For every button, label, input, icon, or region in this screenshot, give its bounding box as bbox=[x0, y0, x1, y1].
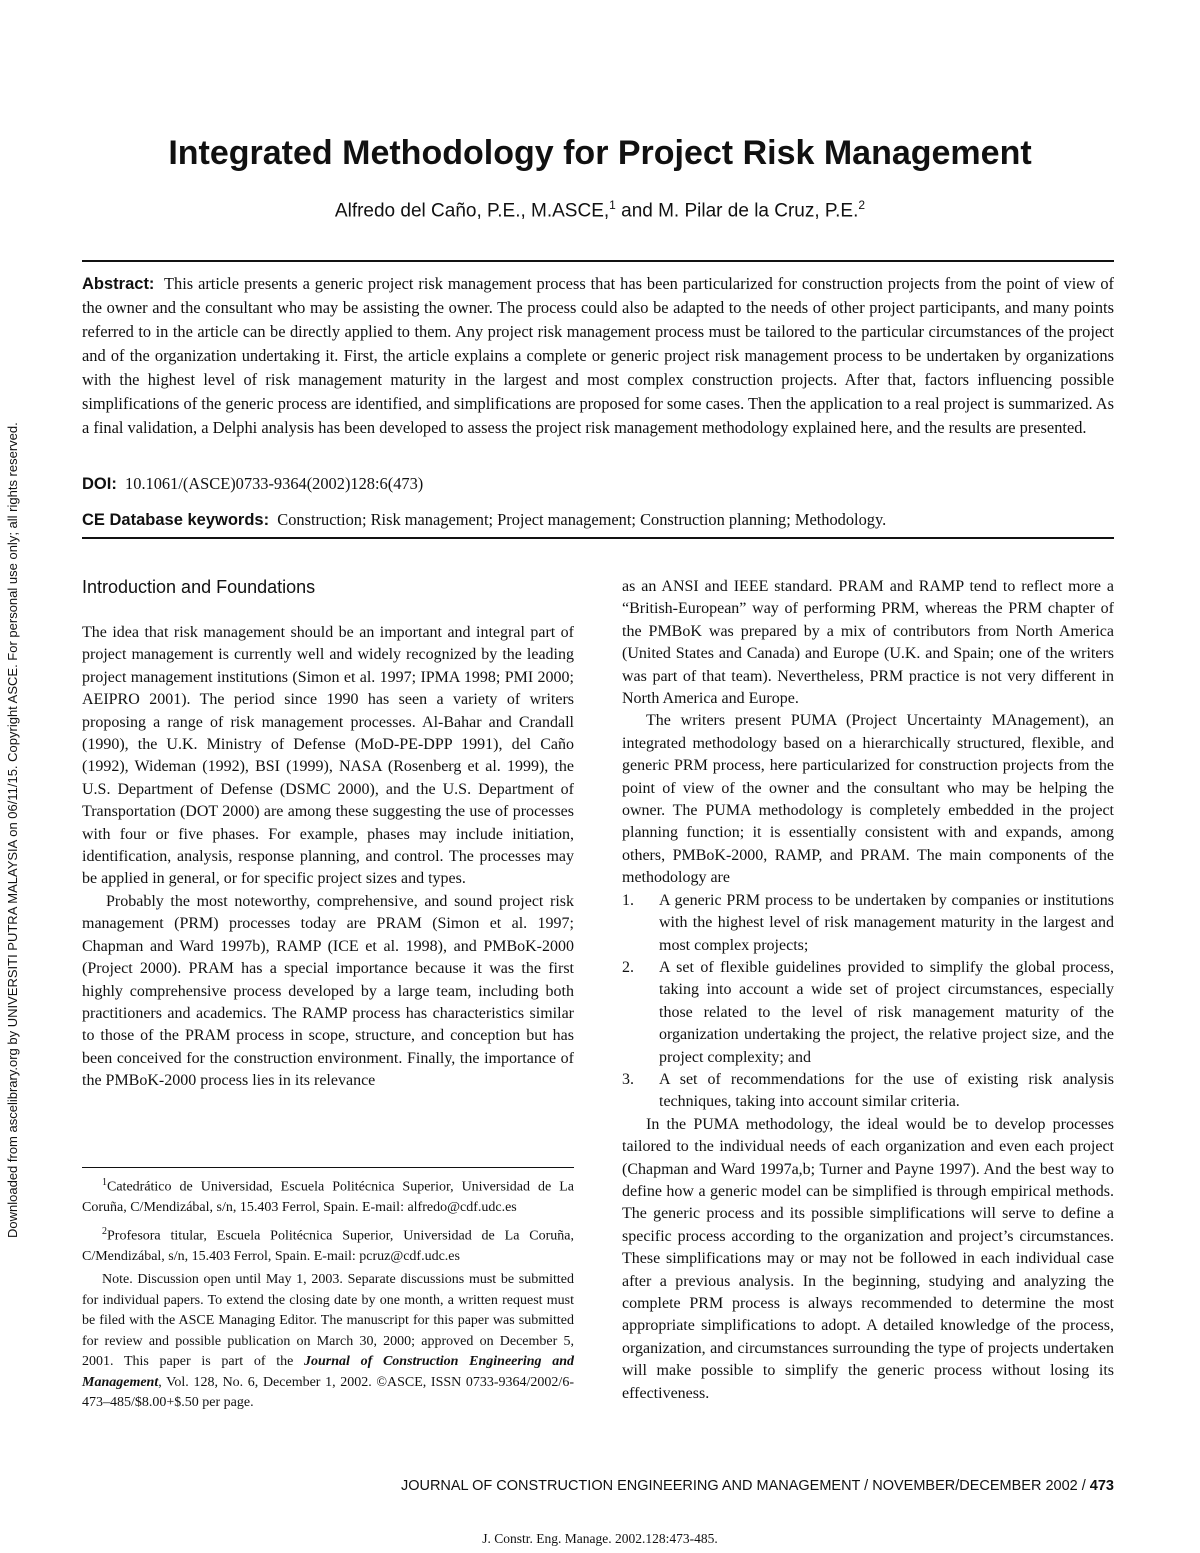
article-title: Integrated Methodology for Project Risk Management bbox=[168, 134, 1032, 172]
section-title-introduction: Introduction and Foundations bbox=[82, 577, 316, 597]
methodology-components-list bbox=[622, 890, 1114, 1114]
abstract-text: This article presents a generic project risk management process that has been particularized for construction projects from the point of view of the owner and the consultant who may be assisting the owner. The process could also be adapted to the needs of other project participants, and many points referred to in the article can be directly applied to them. Any project risk management process must be tailored to the particular circumstances of the project and of the organization undertaking it. First, the article explains a complete or generic project risk management process to be undertaken by organizations with the highest level of risk management maturity in the largest and most complex construction projects. After that, factors influencing possible simplifications of the generic process are identified, and simplifications are proposed for some cases. Then the application to a real project is summarized. As a final validation, a Delphi analysis has been developed to assess the project risk management methodology explained here, and the results are presented. bbox=[82, 274, 1114, 437]
discussion-note bbox=[82, 1270, 574, 1414]
list-item bbox=[622, 1069, 1114, 1114]
list-item-number: 1. bbox=[622, 891, 634, 909]
right-paragraph-2: The writers present PUMA (Project Uncertainty MAnagement), an integrated methodology based on a hierarchically structured, flexible, and generic PRM process, here particularized for construction projects from the point of view of the owner and the consultant who may be helping the owner. The PUMA methodology is completely embedded in the project planning function; it is essentially consistent with and expands, among others, PMBoK-2000, RAMP, and PRAM. The main components of the methodology are bbox=[622, 712, 1114, 887]
list-item-number: 3. bbox=[622, 1070, 634, 1088]
list-item bbox=[622, 890, 1114, 957]
citation-line: J. Constr. Eng. Manage. 2002.128:473-485. bbox=[482, 1531, 718, 1546]
journal-footer bbox=[82, 1478, 1114, 1494]
list-item-number: 2. bbox=[622, 958, 634, 976]
keywords-line bbox=[82, 510, 1114, 530]
abstract-bottom-rule bbox=[82, 537, 1114, 539]
abstract-top-rule bbox=[82, 260, 1114, 262]
list-item-text: A generic PRM process to be undertaken by companies or institutions with the highest level of risk management maturity in the largest and most complex projects; bbox=[659, 891, 1114, 954]
doi-line bbox=[82, 474, 1114, 494]
footnote-2 bbox=[82, 1222, 574, 1268]
left-column bbox=[82, 574, 574, 1093]
right-column bbox=[622, 576, 1114, 1405]
footnote-2-mark: 2 bbox=[102, 1225, 107, 1237]
footnote-1 bbox=[82, 1173, 574, 1219]
right-paragraph-3: In the PUMA methodology, the ideal would be to develop processes tailored to the individual needs of each organization and even each project (Chapman and Ward 1997a,b; Turner and Payne 1997). And the best way to define how a generic model can be simplified is through empirical methods. The generic process and its possible simplifications will serve to define a specific process according to the organization and project’s circumstances. These simplifications may or may not be followed in each individual case after a previous analysis. In the beginning, studying and analyzing the complete PRM process is always recommended to determine the most appropriate simplifications to adopt. A detailed knowledge of the process, organization, and circumstances surrounding the type of projects undertaken will make possible to simplify the generic process without losing its effectiveness. bbox=[622, 1115, 1114, 1402]
author-2-footnote-mark: 2 bbox=[858, 198, 866, 212]
intro-paragraph-1: The idea that risk management should be an important and integral part of project management is currently well and widely recognized by the leading project management institutions (Simon et al. 1997; IPMA 1998; PMI 2000; AEIPRO 2001). The period since 1990 has seen a variety of writers proposing a range of risk management processes. Al-Bahar and Crandall (1990), the U.K. Ministry of Defense (MoD-PE-DPP 1991), del Caño (1992), Wideman (1992), BSI (1999), NASA (Rosenberg et al. 1999), the U.S. Department of Defense (DSMC 2000), and the U.S. Department of Transportation (DOT 2000) are among these suggesting the use of processes with four or five phases. For example, phases may include initiation, identification, analysis, response planning, and control. The processes may be applied in general, or for specific project sizes and types. bbox=[82, 624, 574, 888]
list-item-text: A set of flexible guidelines provided to simplify the global process, taking into account a wide set of project circumstances, especially those related to the level of risk management maturity of the organization undertaking the project, the relative project size, and the project complexity; and bbox=[659, 958, 1114, 1066]
keywords-value: Construction; Risk management; Project management; Construction planning; Methodology. bbox=[277, 510, 887, 529]
list-item-text: A set of recommendations for the use of existing risk analysis techniques, taking into account similar criteria. bbox=[659, 1070, 1114, 1111]
discussion-note-text-a: Note. Discussion open until May 1, 2003. Separate discussions must be submitted for individual papers. To extend the closing date by one month, a written request must be filed with the ASCE Managing Editor. The manuscript for this paper was submitted for review and possible publication on March 30, 2000; approved on December 5, 2001. This paper is part of the bbox=[82, 1272, 574, 1370]
doi-value[interactable]: 10.1061/(ASCE)0733-9364(2002)128:6(473) bbox=[125, 474, 424, 493]
discussion-note-text-b: , Vol. 128, No. 6, December 1, 2002. ©ASCE, ISSN 0733-9364/2002/6-473–485/$8.00+$.50 per page. bbox=[82, 1374, 574, 1411]
doi-label: DOI: bbox=[82, 475, 117, 493]
footnote-rule bbox=[82, 1167, 574, 1168]
right-paragraph-1: as an ANSI and IEEE standard. PRAM and RAMP tend to reflect more a “British-European” way of performing PRM, whereas the PRM chapter of the PMBoK was prepared by a mix of contributors from North America (United States and Canada) and Europe (U.K. and Spain; one of the writers was part of that team). Nevertheless, PRM practice is not very different in North America and Europe. bbox=[622, 578, 1114, 708]
footnote-2-text: Profesora titular, Escuela Politécnica Superior, Universidad de La Coruña, C/Mendizábal, s/n, 15.403 Ferrol, Spain. E-mail: pcruz@cdf.udc.es bbox=[82, 1228, 574, 1264]
author-line bbox=[0, 198, 1200, 222]
author-1: Alfredo del Caño, P.E., M.ASCE, bbox=[334, 200, 610, 222]
page-number: 473 bbox=[1089, 1478, 1114, 1494]
keywords-label: CE Database keywords: bbox=[82, 511, 270, 529]
footnote-1-text: Catedrático de Universidad, Escuela Politécnica Superior, Universidad de La Coruña, C/Mendizábal, s/n, 15.403 Ferrol, Spain. E-mail: alfredo@cdf.udc.es bbox=[82, 1179, 574, 1216]
author-2: and M. Pilar de la Cruz, P.E. bbox=[615, 200, 859, 222]
footnote-1-mark: 1 bbox=[102, 1177, 107, 1188]
footnotes bbox=[82, 1173, 574, 1417]
author-1-footnote-mark: 1 bbox=[609, 198, 616, 212]
list-item bbox=[622, 957, 1114, 1069]
intro-paragraph-2: Probably the most noteworthy, comprehensive, and sound project risk management (PRM) processes today are PRAM (Simon et al. 1997; Chapman and Ward 1997b), RAMP (ICE et al. 1998), and PMBoK-2000 (Project 2000). PRAM has a special importance because it was the first highly comprehensive process developed by a large team, including both practitioners and academics. The RAMP process has characteristics similar to those of the PRAM process in scope, structure, and conception but has been conceived for the construction environment. Finally, the importance of the PMBoK-2000 process lies in its relevance bbox=[82, 892, 574, 1090]
journal-name: Journal of Construction Engineering and Management bbox=[82, 1354, 574, 1390]
abstract bbox=[82, 272, 1114, 440]
download-notice: Downloaded from ascelibrary.org by UNIVERSITI PUTRA MALAYSIA on 06/11/15. Copyright ASCE. For personal use only; all rights reserved. bbox=[5, 422, 20, 1238]
abstract-label: Abstract: bbox=[82, 275, 155, 293]
journal-footer-text: JOURNAL OF CONSTRUCTION ENGINEERING AND MANAGEMENT / NOVEMBER/DECEMBER 2002 / bbox=[400, 1478, 1090, 1494]
